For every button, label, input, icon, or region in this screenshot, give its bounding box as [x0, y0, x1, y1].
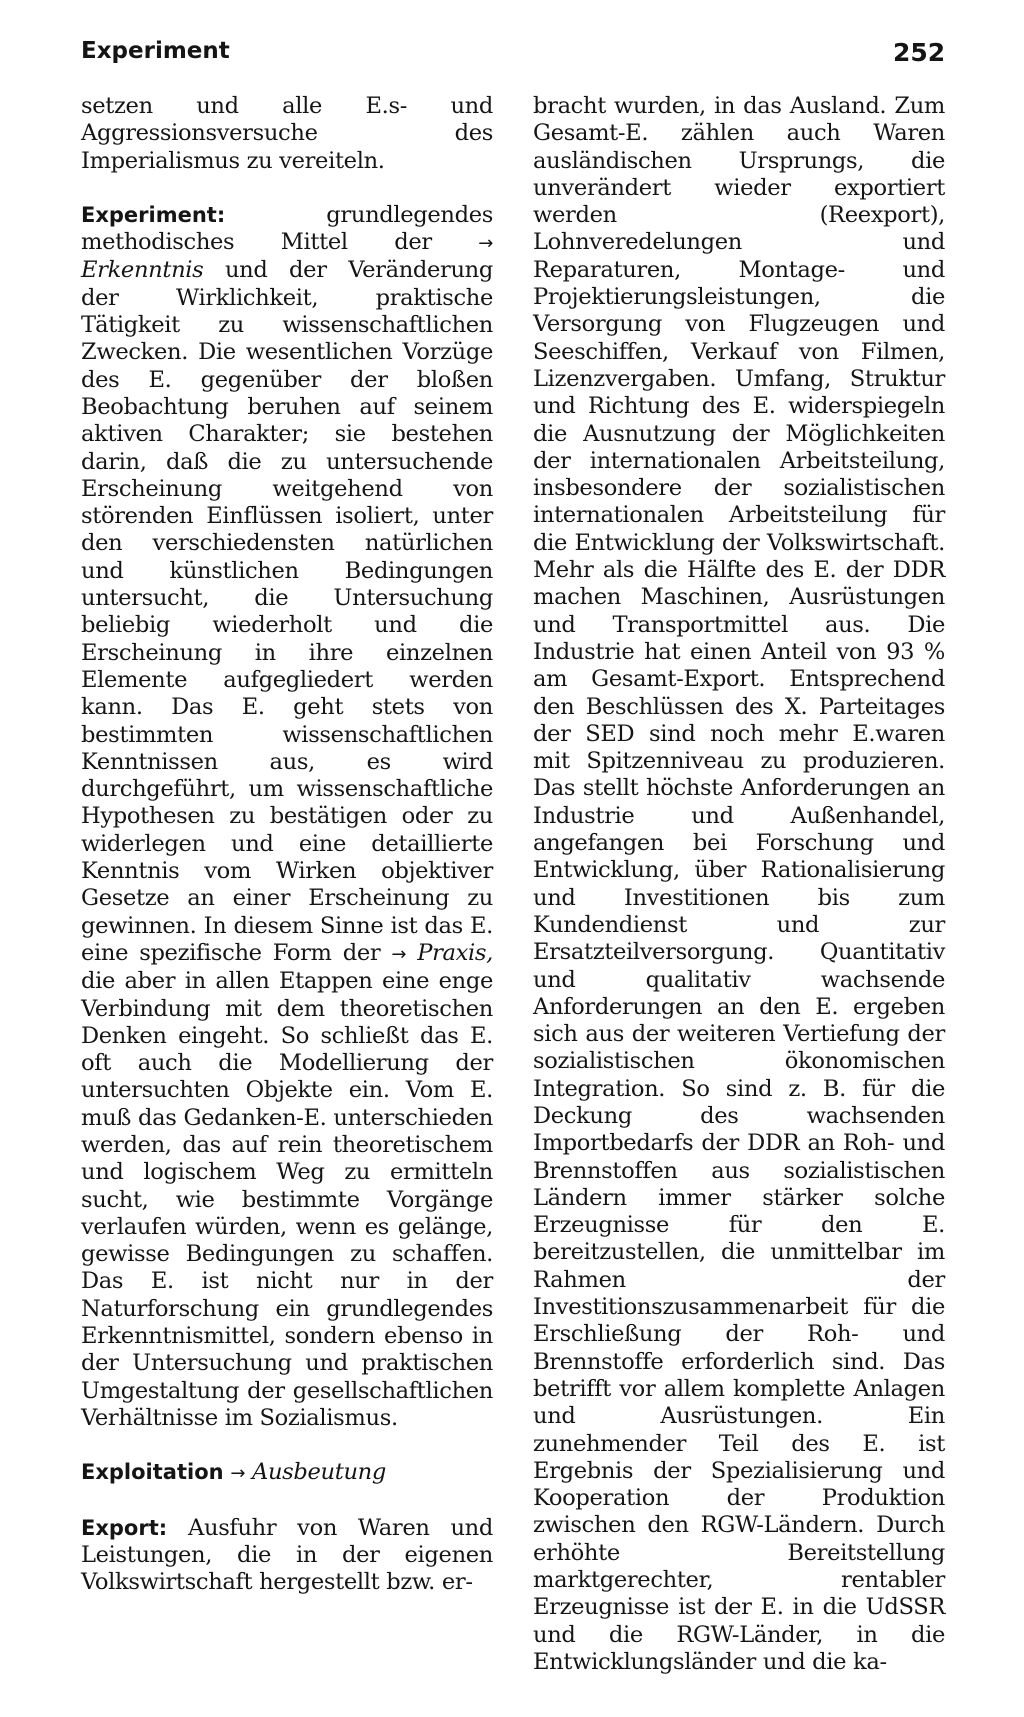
page-number: 252 [893, 38, 946, 67]
cross-reference-arrow-icon: → [391, 943, 407, 965]
entry-text: Ausfuhr von Waren und Leistungen, die in der eigenen Volkswirtschaft hergestellt bzw. er- [81, 1514, 493, 1596]
continuation-paragraph: setzen und alle E.s- und Aggressionsversuche des Imperialismus zu vereiteln. [81, 93, 493, 174]
entry-text: und der Veränderung der Wirklichkeit, praktische Tätigkeit zu wissenschaftlichen Zwecken. Die wesentlichen Vorzüge des E. gegenüber der bloßen Beobachtung beruhen auf seinem aktiven Charakter; sie bestehen darin, daß die zu untersuchende Erscheinung weitgehend von störenden Einflüssen isoliert, unter den verschiedensten natürlichen und künstlichen Bedingungen untersucht, die Untersuchung beliebig wiederholt und die Erscheinung in ihre einzelnen Elemente aufgegliedert werden kann. Das E. geht stets von bestimmten wissenschaftlichen Kenntnissen aus, es wird durchgeführt, um wissenschaftliche Hypothesen zu bestätigen oder zu widerlegen und eine detaillierte Kenntnis vom Wirken objektiver Gesetze an einer Erscheinung zu gewinnen. In diesem Sinne ist das E. eine spezifische Form der [81, 257, 493, 966]
entry-term: Exploitation [81, 1460, 224, 1485]
right-column [533, 93, 945, 1676]
cross-reference: Praxis, [417, 939, 493, 966]
running-head: Experiment [81, 38, 230, 64]
entry-experiment [81, 202, 493, 1432]
entry-export-continuation: bracht wurden, in das Ausland. Zum Gesamt-E. zählen auch Waren ausländischen Ursprungs, die unverändert wieder exportiert werden (Reexport), Lohnveredelungen und Reparaturen, Montage- und Projektierungsleistungen, die Versorgung von Flugzeugen und Seeschiffen, Verkauf von Filmen, Lizenzvergaben. Umfang, Struktur und Richtung des E. widerspiegeln die Ausnutzung der Möglichkeiten der internationalen Arbeitsteilung, insbesondere der sozialistischen internationalen Arbeitsteilung für die Entwicklung der Volkswirtschaft. Mehr als die Hälfte des E. der DDR machen Maschinen, Ausrüstungen und Transportmittel aus. Die Industrie hat einen Anteil von 93 % am Gesamt-Export. Entsprechend den Beschlüssen des X. Parteitages der SED sind noch mehr E.waren mit Spitzenniveau zu produzieren. Das stellt höchste Anforderungen an Industrie und Außenhandel, angefangen bei Forschung und Entwicklung, über Rationalisierung und Investitionen bis zum Kundendienst und zur Ersatzteilversorgung. Quantitativ und qualitativ wachsende Anforderungen an den E. ergeben sich aus der weiteren Vertiefung der sozialistischen ökonomischen Integration. So sind z. B. für die Deckung des wachsenden Importbedarfs der DDR an Roh- und Brennstoffen aus sozialistischen Ländern immer stärker solche Erzeugnisse für den E. bereitzustellen, die unmittelbar im Rahmen der Investitionszusammenarbeit für die Erschließung der Roh- und Brennstoffe erforderlich sind. Das betrifft vor allem komplette Anlagen und Ausrüstungen. Ein zunehmender Teil des E. ist Ergebnis der Spezialisierung und Kooperation der Produktion zwischen den RGW-Ländern. Durch erhöhte Bereitstellung marktgerechter, rentabler Erzeugnisse ist der E. in die UdSSR und die RGW-Länder, in die Entwicklungsländer und die ka- [533, 93, 945, 1675]
cross-reference: Ausbeutung [252, 1459, 386, 1486]
entry-term: Experiment: [81, 202, 226, 227]
cross-reference-arrow-icon: → [230, 1463, 246, 1485]
cross-reference-arrow-icon: → [478, 233, 493, 255]
entry-text: grundlegendes methodisches Mittel der [81, 201, 493, 256]
cross-reference: Erkenntnis [81, 257, 204, 284]
entry-term: Export: [81, 1515, 168, 1540]
entry-text: die aber in allen Etappen eine enge Verbindung mit dem theoretischen Denken eingeht. So schließt das E. oft auch die Modellierung der untersuchten Objekte ein. Vom E. muß das Gedanken-E. unterschieden werden, das auf rein theoretischem und logischem Weg zu ermitteln sucht, wie bestimmte Vorgänge verlaufen würden, wenn es gelänge, gewisse Bedingungen zu schaffen. Das E. ist nicht nur in der Naturforschung ein grundlegendes Erkenntnismittel, sondern ebenso in der Untersuchung und praktischen Umgestaltung der gesellschaftlichen Verhältnisse im Sozialismus. [81, 968, 493, 1431]
entry-exploitation [81, 1459, 493, 1487]
entry-export [81, 1515, 493, 1597]
left-column [81, 93, 493, 1596]
